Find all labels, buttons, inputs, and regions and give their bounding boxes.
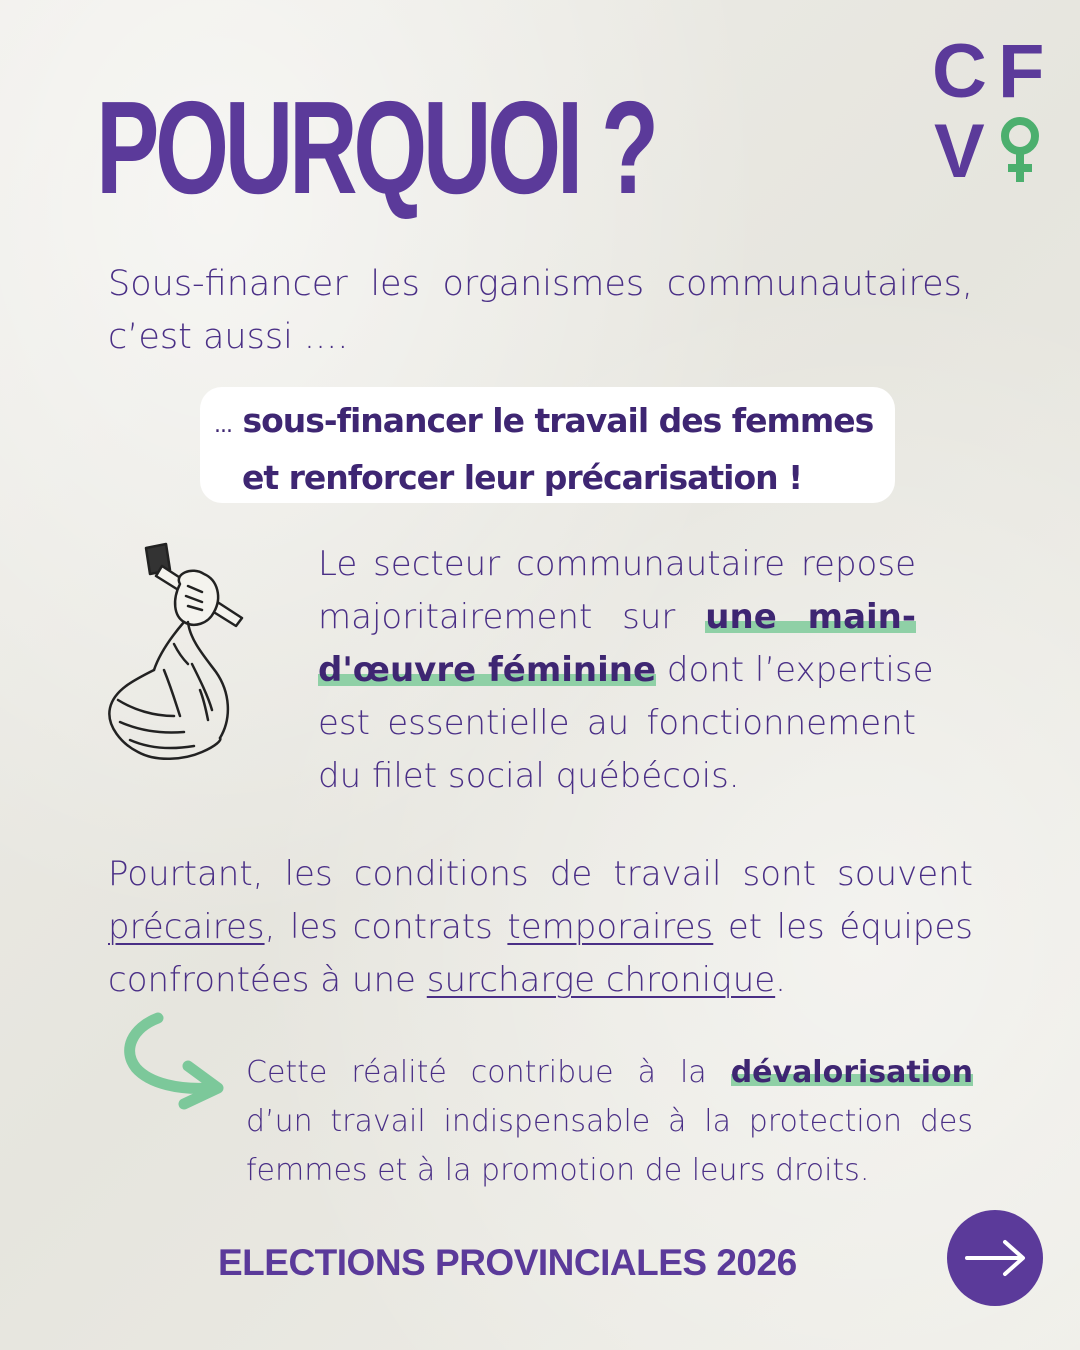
callout-ellipsis: ... <box>214 413 232 438</box>
para1-line-4: est essentielle au fonctionnement <box>318 703 916 743</box>
curved-arrow-icon <box>118 1010 228 1110</box>
underline-precaires: précaires <box>108 907 265 947</box>
arrow-right-icon <box>947 1210 1043 1306</box>
paragraph-working-conditions <box>108 848 973 1007</box>
para2-line-2 <box>108 901 973 954</box>
para1-line-3 <box>318 644 934 697</box>
callout-text <box>214 395 884 504</box>
para3-line-2: d’un travail indispensable à la protection des <box>246 1104 973 1139</box>
raised-fist-hammer-icon <box>104 540 254 770</box>
intro-line-1: Sous-financer les organismes communautaires, <box>108 264 973 304</box>
intro-line-2: c’est aussi .... <box>108 317 349 357</box>
female-sign-icon <box>996 116 1044 184</box>
para1-line-2 <box>318 591 916 644</box>
paragraph-feminine-workforce <box>318 538 934 803</box>
para2-line-3 <box>108 954 973 1007</box>
logo-letter-v: V <box>934 109 985 194</box>
para3-line-1 <box>246 1048 973 1097</box>
highlight-main-oeuvre-2: d'œuvre féminine <box>318 650 657 690</box>
callout-line-2: et renforcer leur précarisation ! <box>242 458 803 497</box>
para1-line-1: Le secteur communautaire repose <box>318 544 916 584</box>
footer-label: ELECTIONS PROVINCIALES 2026 <box>218 1242 797 1283</box>
para2-text-c: confrontées à une <box>108 960 416 1000</box>
callout-box <box>200 387 895 503</box>
underline-temporaires: temporaires <box>507 907 714 947</box>
para2-text-b: et les équipes <box>727 907 974 947</box>
cfv-logo <box>928 29 1048 194</box>
underline-surcharge: surcharge chronique <box>426 960 776 1000</box>
para1-text: majoritairement sur <box>318 597 676 637</box>
logo-letter-f: F <box>998 29 1045 114</box>
logo-letter-c: C <box>932 29 987 114</box>
highlight-main-oeuvre-1: une main- <box>705 597 917 637</box>
para2-line-1: Pourtant, les conditions de travail sont souvent <box>108 854 973 894</box>
page-title: POURQUOI ? <box>96 74 655 221</box>
para3-line-3: femmes et à la promotion de leurs droits. <box>246 1153 870 1188</box>
callout-line-1: sous-financer le travail des femmes <box>242 401 874 440</box>
para1-line-5: du filet social québécois. <box>318 756 740 796</box>
highlight-devalorisation: dévalorisation <box>730 1055 973 1090</box>
para1-text-2: dont l’expertise <box>666 650 934 690</box>
para2-text-a: , les contrats <box>264 907 493 947</box>
paragraph-devalorisation <box>246 1048 973 1195</box>
next-button[interactable] <box>947 1210 1043 1306</box>
intro-text <box>108 258 973 364</box>
para2-text-d: . <box>775 960 786 1000</box>
para3-text: Cette réalité contribue à la <box>246 1055 707 1090</box>
